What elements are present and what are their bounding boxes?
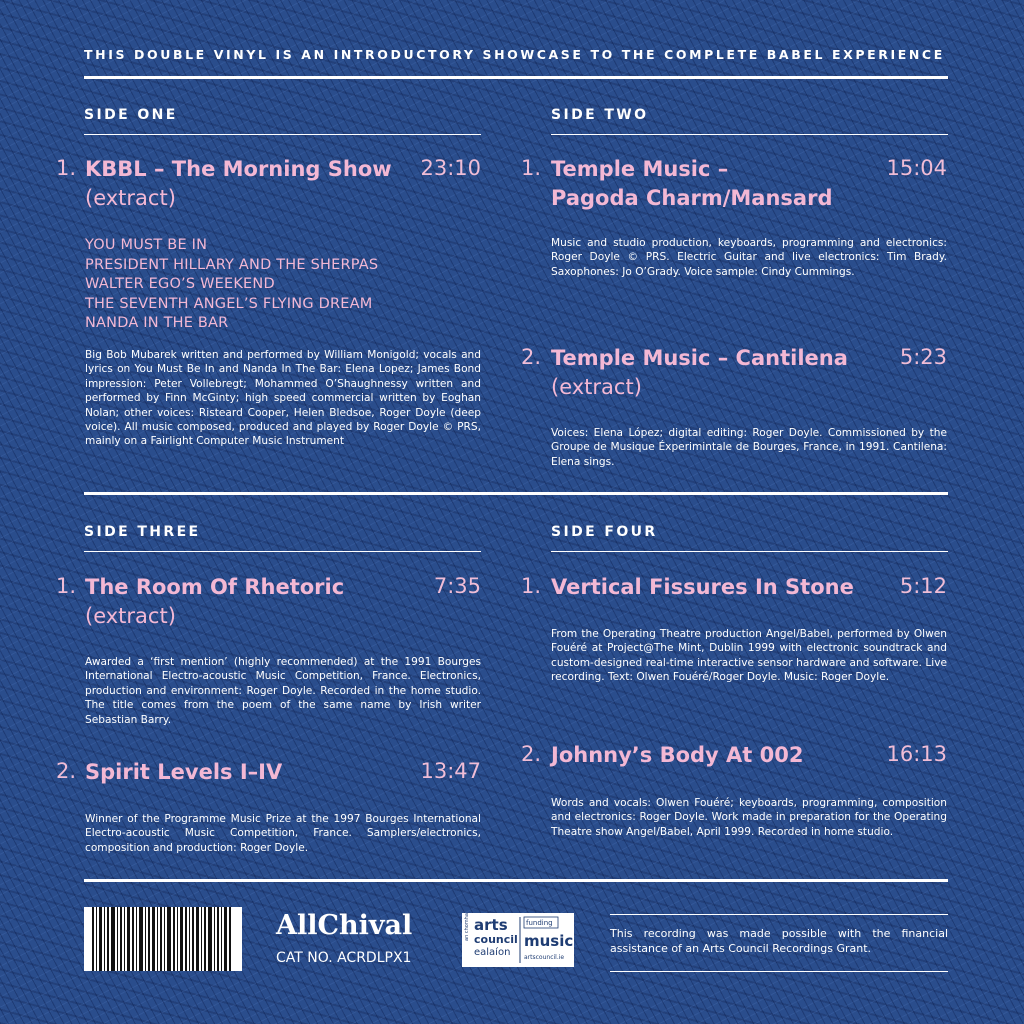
side-two-title: SIDE TWO xyxy=(551,107,649,123)
side-four-title: SIDE FOUR xyxy=(551,524,658,540)
part-list xyxy=(85,236,378,334)
track-title-text: Johnny’s Body At 002 xyxy=(551,743,804,767)
track-duration: 16:13 xyxy=(886,742,947,766)
sides-divider xyxy=(84,492,948,495)
arts-council-logo-mark xyxy=(462,913,574,967)
council-url: artscouncil.ie xyxy=(524,954,565,961)
track-title-text: Spirit Levels I–IV xyxy=(85,760,283,784)
track-number: 1. xyxy=(56,156,77,180)
funding-note-rule-bottom xyxy=(610,971,948,972)
list-item: WALTER EGO’S WEEKEND xyxy=(85,276,275,293)
track-credits: Music and studio production, keyboards, programming and electronics: Roger Doyle © PRS. Electric Guitar and live electronics: Tim Brady. Saxophones: Jo O’Grady. Voice sample: Cindy Cummings. xyxy=(551,237,947,278)
track-duration: 5:23 xyxy=(899,345,947,369)
track-title xyxy=(551,573,854,602)
track-title xyxy=(551,344,848,402)
council-irish-line1: an chomhairle xyxy=(464,913,470,941)
side-one-title: SIDE ONE xyxy=(84,107,178,123)
track-title-text: KBBL – The Morning Show xyxy=(85,157,392,181)
barcode xyxy=(84,907,242,971)
track-subtitle: (extract) xyxy=(85,186,176,210)
side-three-rule xyxy=(84,551,481,552)
track-credits: Voices: Elena López; digital editing: Roger Doyle. Commissioned by the Groupe de Musique Éxperimintale de Bourges, France, in 1991. Cantilena: Elena sings. xyxy=(551,427,947,468)
track-title-text: Vertical Fissures In Stone xyxy=(551,575,854,599)
record-label-logo: AllChival xyxy=(276,910,413,941)
track-title xyxy=(551,741,803,770)
footer-divider xyxy=(84,879,948,882)
track-number: 1. xyxy=(521,156,542,180)
council-music-word: music xyxy=(524,932,574,950)
funding-note-rule-top xyxy=(610,914,948,915)
funding-note: This recording was made possible with the financial assistance of an Arts Council Recordings Grant. xyxy=(610,927,948,955)
track-number: 1. xyxy=(56,574,77,598)
council-irish-line2: ealaíon xyxy=(474,947,511,958)
track-title-line2: Pagoda Charm/Mansard xyxy=(551,186,833,210)
track-title-text: Temple Music – Cantilena xyxy=(551,346,848,370)
track-title xyxy=(551,155,833,213)
track-credits: Words and vocals: Olwen Fouéré; keyboards, programming, composition and electronics: Roger Doyle. Work made in preparation for the Operating Theatre show Angel/Babel, April 1999. Recorded in home studio. xyxy=(551,797,947,838)
council-council-word: council xyxy=(474,933,518,946)
track-title xyxy=(85,573,344,631)
track-credits: Awarded a ‘first mention’ (highly recommended) at the 1991 Bourges International Electro-acoustic Music Competition, France. Electronics, production and environment: Roger Doyle. Recorded in the home studio. The title comes from the poem of the same name by Irish writer Sebastian Barry. xyxy=(85,656,481,726)
track-duration: 13:47 xyxy=(420,759,481,783)
track-duration: 7:35 xyxy=(433,574,481,598)
track-number: 2. xyxy=(56,759,77,783)
headline-rule xyxy=(84,76,948,79)
list-item: NANDA IN THE BAR xyxy=(85,315,229,332)
track-title-text: The Room Of Rhetoric xyxy=(85,575,345,599)
side-four-rule xyxy=(551,551,948,552)
track-credits: Winner of the Programme Music Prize at the 1997 Bourges International Electro-acoustic Music Competition, France. Samplers/electronics, composition and production: Roger Doyle. xyxy=(85,813,481,854)
council-funding-word: funding xyxy=(526,919,553,927)
side-three-title: SIDE THREE xyxy=(84,524,201,540)
track-subtitle: (extract) xyxy=(85,604,176,628)
track-title xyxy=(85,758,282,787)
track-duration: 15:04 xyxy=(886,156,947,180)
track-title xyxy=(85,155,392,213)
track-duration: 23:10 xyxy=(420,156,481,180)
council-arts-word: arts xyxy=(474,916,508,934)
track-duration: 5:12 xyxy=(899,574,947,598)
track-number: 1. xyxy=(521,574,542,598)
track-credits: Big Bob Mubarek written and performed by William Monigold; vocals and lyrics on You Must Be In and Nanda In The Bar: Elena Lopez; James Bond impression: Peter Vollebregt; Mohammed O’Shaughnessy written and performed by Finn McGinty; high speed commercial written by Eoghan Nolan; other voices: Risteard Cooper, Helen Bledsoe, Roger Doyle (deep voice). All music composed, produced and played by Roger Doyle © PRS, mainly on a Fairlight Computer Music Instrument xyxy=(85,349,481,448)
catalogue-number: CAT NO. ACRDLPX1 xyxy=(276,950,412,966)
track-subtitle: (extract) xyxy=(551,375,642,399)
headline: THIS DOUBLE VINYL IS AN INTRODUCTORY SHOWCASE TO THE COMPLETE BABEL EXPERIENCE xyxy=(84,47,945,62)
list-item: YOU MUST BE IN xyxy=(85,237,208,253)
list-item: THE SEVENTH ANGEL’S FLYING DREAM xyxy=(85,295,373,312)
side-one-rule xyxy=(84,134,481,135)
track-title-text: Temple Music – xyxy=(551,157,729,181)
arts-council-logo xyxy=(462,913,574,967)
track-credits: From the Operating Theatre production Angel/Babel, performed by Olwen Fouéré at Project@The Mint, Dublin 1999 with electronic soundtrack and custom-designed real-time interactive sensor hardware and software. Live recording. Text: Olwen Fouéré/Roger Doyle. Music: Roger Doyle. xyxy=(551,628,947,684)
track-number: 2. xyxy=(521,742,542,766)
side-two-rule xyxy=(551,134,948,135)
track-number: 2. xyxy=(521,345,542,369)
list-item: PRESIDENT HILLARY AND THE SHERPAS xyxy=(85,256,379,273)
